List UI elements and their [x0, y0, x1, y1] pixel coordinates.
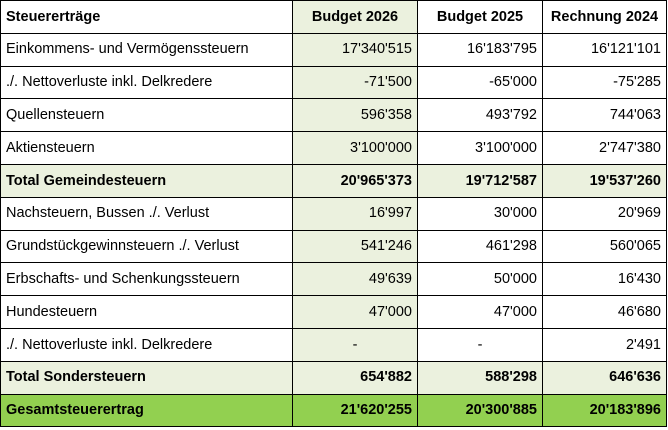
header-steuerertraege: Steuererträge: [1, 1, 293, 34]
cell-budget-2025: 47'000: [418, 296, 543, 329]
row-label: Grundstückgewinnsteuern ./. Verlust: [1, 230, 293, 263]
cell-budget-2025: 19'712'587: [418, 164, 543, 197]
row-label: Nachsteuern, Bussen ./. Verlust: [1, 197, 293, 230]
table-row: [1, 132, 667, 165]
table-row: [1, 99, 667, 132]
header-budget-2025: Budget 2025: [418, 1, 543, 34]
header-budget-2026: Budget 2026: [293, 1, 418, 34]
cell-budget-2026: -71'500: [293, 66, 418, 99]
cell-budget-2026: 49'639: [293, 263, 418, 296]
cell-budget-2026: 17'340'515: [293, 33, 418, 66]
row-label: Gesamtsteuerertrag: [1, 394, 293, 427]
total-sondersteuern-row: [1, 361, 667, 394]
cell-rechnung-2024: 744'063: [543, 99, 667, 132]
cell-rechnung-2024: 19'537'260: [543, 164, 667, 197]
row-label: Einkommens- und Vermögenssteuern: [1, 33, 293, 66]
table-row: [1, 197, 667, 230]
cell-budget-2025: 16'183'795: [418, 33, 543, 66]
cell-budget-2025: 493'792: [418, 99, 543, 132]
cell-budget-2026: 16'997: [293, 197, 418, 230]
table-row: [1, 33, 667, 66]
cell-budget-2025: 588'298: [418, 361, 543, 394]
header-rechnung-2024: Rechnung 2024: [543, 1, 667, 34]
gesamtsteuerertrag-row: [1, 394, 667, 427]
cell-rechnung-2024: 20'969: [543, 197, 667, 230]
cell-rechnung-2024: 2'747'380: [543, 132, 667, 165]
cell-budget-2025: 20'300'885: [418, 394, 543, 427]
cell-rechnung-2024: 16'430: [543, 263, 667, 296]
table-row: [1, 328, 667, 361]
row-label: Total Gemeindesteuern: [1, 164, 293, 197]
row-label: Erbschafts- und Schenkungssteuern: [1, 263, 293, 296]
cell-budget-2026: -: [293, 328, 418, 361]
header-row: [1, 1, 667, 34]
cell-rechnung-2024: 16'121'101: [543, 33, 667, 66]
row-label: Hundesteuern: [1, 296, 293, 329]
cell-budget-2025: 3'100'000: [418, 132, 543, 165]
cell-budget-2026: 541'246: [293, 230, 418, 263]
table-row: [1, 296, 667, 329]
cell-budget-2026: 654'882: [293, 361, 418, 394]
cell-budget-2025: -65'000: [418, 66, 543, 99]
cell-budget-2025: 461'298: [418, 230, 543, 263]
cell-budget-2025: 30'000: [418, 197, 543, 230]
row-label: Total Sondersteuern: [1, 361, 293, 394]
row-label: ./. Nettoverluste inkl. Delkredere: [1, 328, 293, 361]
cell-budget-2026: 20'965'373: [293, 164, 418, 197]
cell-rechnung-2024: 20'183'896: [543, 394, 667, 427]
cell-budget-2025: 50'000: [418, 263, 543, 296]
cell-budget-2026: 47'000: [293, 296, 418, 329]
row-label: Quellensteuern: [1, 99, 293, 132]
table-row: [1, 66, 667, 99]
cell-budget-2026: 21'620'255: [293, 394, 418, 427]
cell-rechnung-2024: 646'636: [543, 361, 667, 394]
total-gemeindesteuern-row: [1, 164, 667, 197]
cell-rechnung-2024: 2'491: [543, 328, 667, 361]
cell-budget-2025: -: [418, 328, 543, 361]
table-row: [1, 263, 667, 296]
cell-rechnung-2024: -75'285: [543, 66, 667, 99]
row-label: Aktiensteuern: [1, 132, 293, 165]
cell-budget-2026: 596'358: [293, 99, 418, 132]
table-row: [1, 230, 667, 263]
cell-rechnung-2024: 560'065: [543, 230, 667, 263]
cell-rechnung-2024: 46'680: [543, 296, 667, 329]
row-label: ./. Nettoverluste inkl. Delkredere: [1, 66, 293, 99]
cell-budget-2026: 3'100'000: [293, 132, 418, 165]
